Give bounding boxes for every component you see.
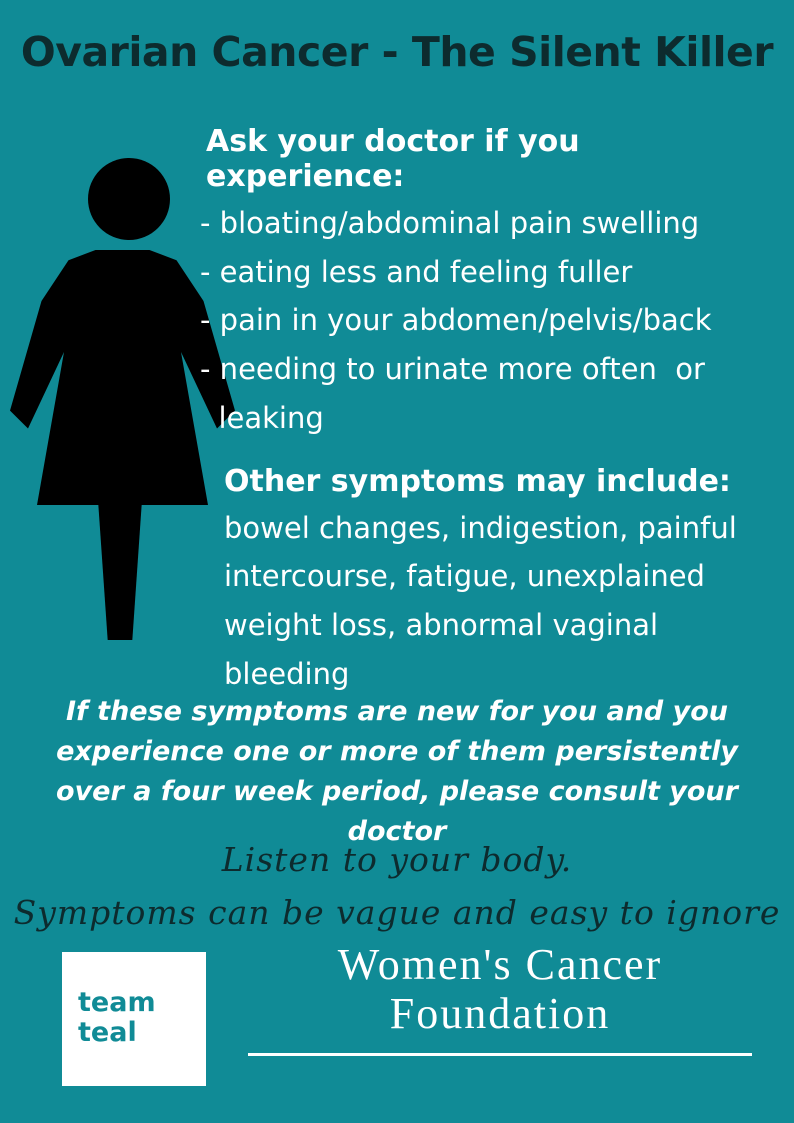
other-symptoms-heading: Other symptoms may include: <box>224 464 731 500</box>
symptom-list <box>200 199 780 443</box>
script-line-2: Symptoms can be vague and easy to ignore <box>13 893 781 932</box>
list-item: - bloating/abdominal pain swelling <box>200 205 700 240</box>
list-item: - eating less and feeling fuller <box>200 254 633 289</box>
organisation-line-2: Foundation <box>389 989 611 1039</box>
silhouette-head <box>88 158 170 240</box>
logo-text <box>78 988 156 1047</box>
script-line-1: Listen to your body. <box>221 840 573 879</box>
organisation-name <box>230 940 770 1056</box>
organisation-line-1: Women's Cancer <box>337 940 663 989</box>
symptoms-column <box>200 124 780 699</box>
list-item: - pain in your abdomen/pelvis/back <box>200 303 712 338</box>
other-symptoms-section <box>200 464 780 698</box>
list-item: leaking <box>200 400 324 435</box>
logo-line-2: teal <box>78 1016 137 1048</box>
other-symptoms-text: bowel changes, indigestion, painful intercourse, fatigue, unexplained weight loss, abnormal vaginal bleeding <box>224 510 737 691</box>
page-title: Ovarian Cancer - The Silent Killer <box>20 28 774 76</box>
ask-doctor-heading: Ask your doctor if you experience: <box>206 124 580 195</box>
silhouette-legs <box>98 500 142 640</box>
list-item: - needing to urinate more often or <box>200 351 705 386</box>
divider <box>248 1053 752 1056</box>
advice-text: If these symptoms are new for you and you experience one or more of them persistently over a four week period, please consult your doctor <box>56 696 738 847</box>
logo-line-1: team <box>78 987 156 1018</box>
team-teal-logo <box>62 952 206 1086</box>
